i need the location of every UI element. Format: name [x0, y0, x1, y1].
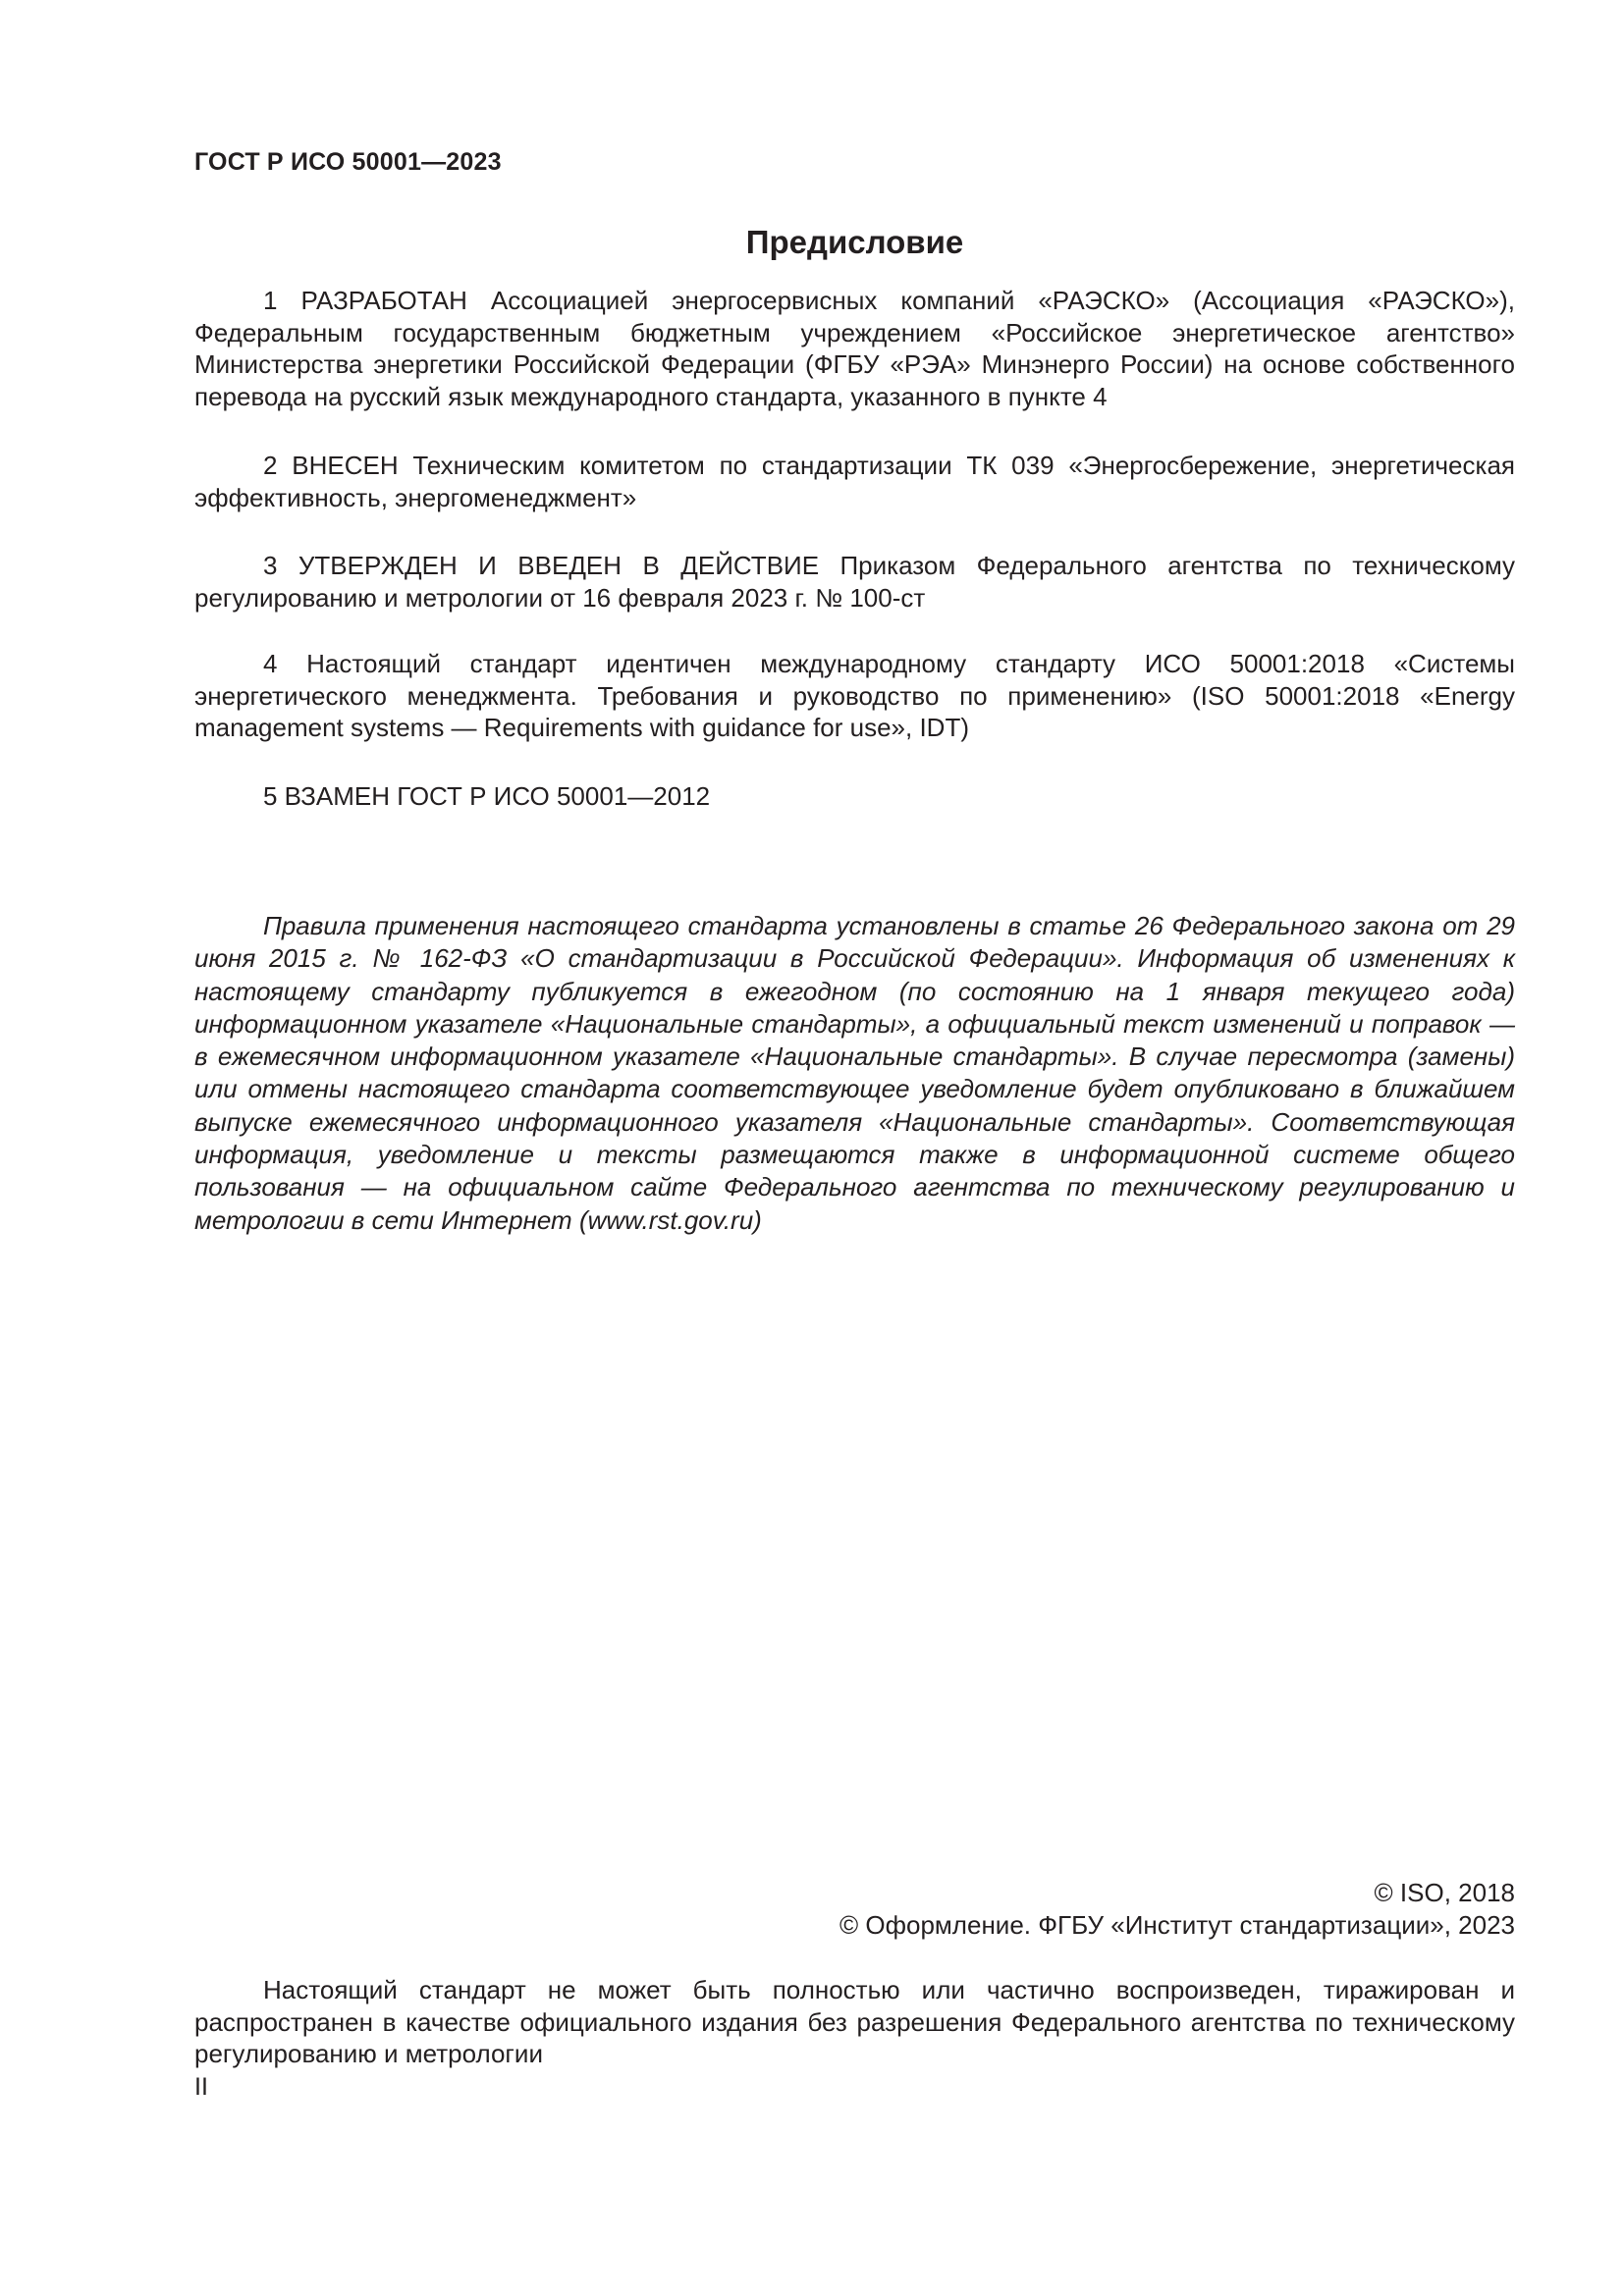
preface-item-developed: 1 РАЗРАБОТАН Ассоциацией энергосервисных компаний «РАЭСКО» (Ассоциация «РАЭСКО»), Федеральным государственным бюджетным учреждением «Российское энергетическое агентство» Министерства энергетики Российской Федерации (ФГБУ «РЭА» Минэнерго России) на основе собственного перевода на русский язык международного стандарта, указанного в пункте 4 [194, 286, 1515, 411]
preface-item-replaces: 5 ВЗАМЕН ГОСТ Р ИСО 50001—2012 [263, 781, 711, 811]
application-rules-paragraph: Правила применения настоящего стандарта установлены в статье 26 Федерального закона от 29 июня 2015 г. № 162-ФЗ «О стандартизации в Российской Федерации». Информация об изменениях к настоящему стандарту публикуется в ежегодном (по состоянию на 1 января текущего года) информационном указателе «Национальные стандарты», а официальный текст изменений и поправок — в ежемесячном информационном указателе «Национальные стандарты». В случае пересмотра (замены) или отмены настоящего стандарта соответствующее уведомление будет опубликовано в ближайшем выпуске ежемесячного информационного указателя «Национальные стандарты». Соответствующая информация, уведомление и тексты размещаются также в информационной системе общего пользования — на официальном сайте Федерального агентства по техническому регулированию и метрологии в сети Интернет (www.rst.gov.ru) [194, 911, 1515, 1235]
page-title: Предисловие [745, 224, 964, 260]
preface-item-approved: 3 УТВЕРЖДЕН И ВВЕДЕН В ДЕЙСТВИЕ Приказом Федерального агентства по техническому регулированию и метрологии от 16 февраля 2023 г. № 100-ст [194, 551, 1515, 613]
copyright-iso: © ISO, 2018 [1374, 1878, 1515, 1907]
copyright-design: © Оформление. ФГБУ «Институт стандартизации», 2023 [839, 1910, 1515, 1940]
preface-item-submitted: 2 ВНЕСЕН Техническим комитетом по стандартизации ТК 039 «Энергосбережение, энергетическая эффективность, энергоменеджмент» [194, 451, 1515, 512]
standard-code-header: ГОСТ Р ИСО 50001—2023 [194, 148, 502, 176]
page-number: II [194, 2073, 208, 2101]
preface-item-identical: 4 Настоящий стандарт идентичен международному стандарту ИСО 50001:2018 «Системы энергетического менеджмента. Требования и руководство по применению» (ISO 50001:2018 «Energy management systems — Requirements with guidance for use», IDT) [194, 649, 1515, 742]
reproduction-notice: Настоящий стандарт не может быть полностью или частично воспроизведен, тиражирован и распространен в качестве официального издания без разрешения Федерального агентства по техническому регулированию и метрологии [194, 1975, 1515, 2068]
